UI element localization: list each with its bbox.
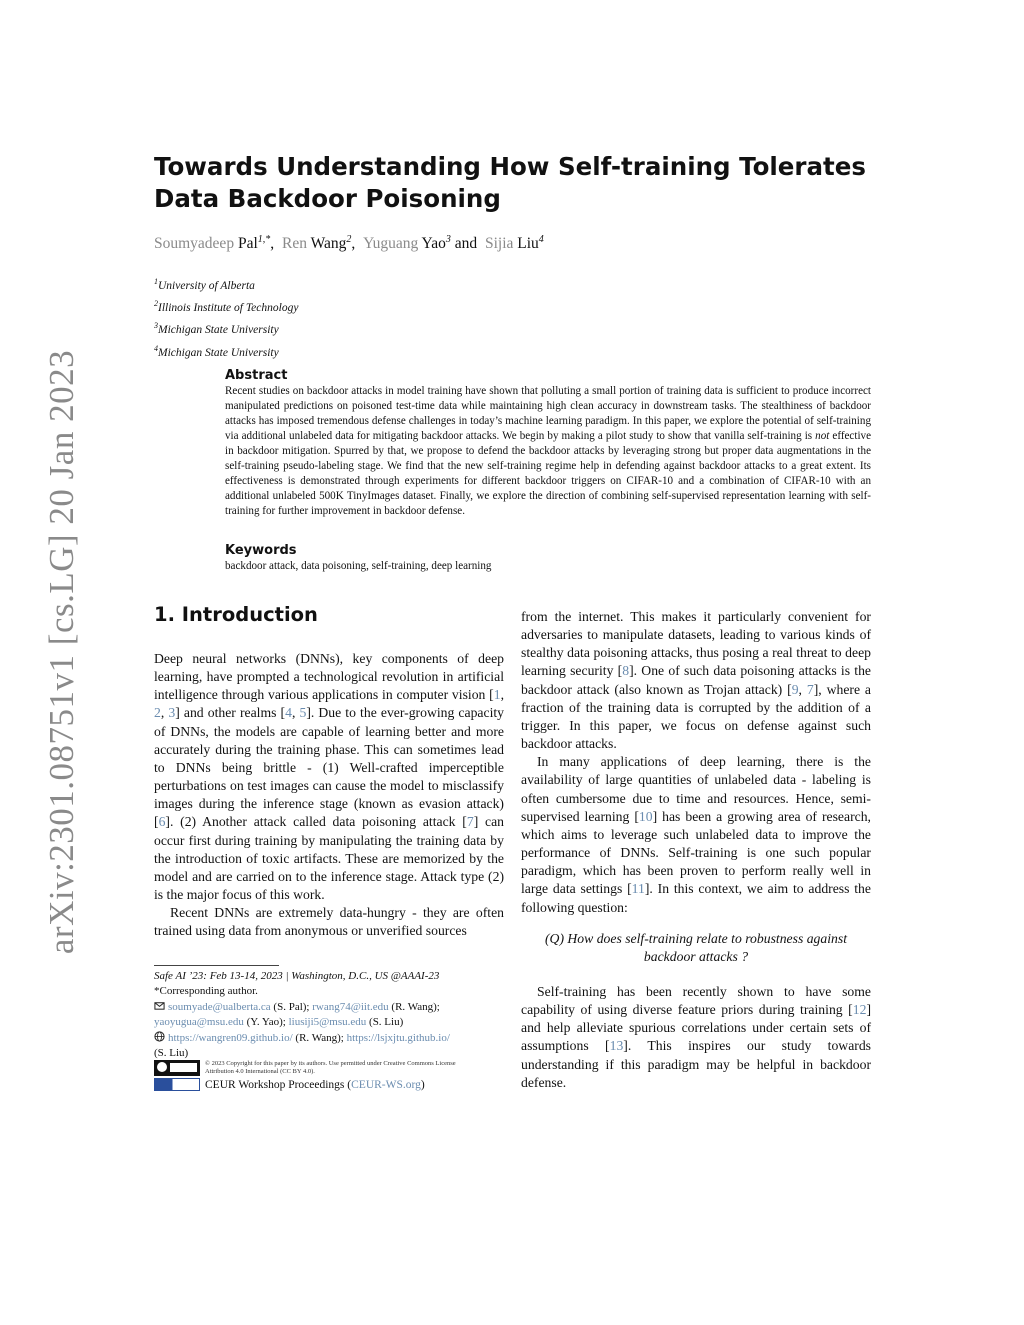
citation-link[interactable]: 3: [168, 705, 176, 721]
citation-link[interactable]: 7: [466, 814, 474, 830]
copyright-notice: © 2023 Copyright for this paper by its authors. Use permitted under Creative Commons License Attribution 4.0 International (CC BY 4.0).: [205, 1060, 456, 1075]
citation-link[interactable]: 1: [493, 687, 501, 703]
abstract-heading: Abstract: [225, 368, 288, 383]
keywords-heading: Keywords: [225, 543, 297, 558]
author-list: Soumyadeep Pal$^{1,*}$, Ren Wang$^2$, Yuguang Yao$^3$ and Sijia Liu$^4$: [154, 234, 544, 253]
author: Ren Wang$^2$: [282, 234, 352, 253]
citation-link[interactable]: 11: [631, 881, 645, 897]
affiliation: $^1$University of Alberta: [154, 277, 255, 292]
abstract-text: Recent studies on backdoor attacks in model training have shown that polluting a small portion of training data is sufficient to produce incorrect manipulated predictions on poisoned test-time data while maintaining high clean accuracy in downstream tasks. The stealthiness of backdoor attacks has imposed tremendous defense challenges in today’s machine learning paradigm. In this paper, we explore the potential of self-training via additional unlabeled data for mitigating backdoor attacks. We begin by making a pilot study to show that vanilla self-training is not effective in backdoor mitigation. Spurred by that, we propose to defend the backdoor attacks by leveraging strong but proper data augmentations in the self-training pseudo-labeling stage. We find that the new self-training regime help in defending against backdoor attacks to a great extent. Its effectiveness is demonstrated through experiments for different backdoor triggers on CIFAR-10 and a combination of CIFAR-10 with an additional unlabeled 500K TinyImages dataset. Finally, we explore the direction of combining self-supervised representation learning with self-training for further improvement in backdoor defense.: [225, 385, 871, 517]
citation-link[interactable]: 12: [852, 1002, 867, 1018]
citation-link[interactable]: 7: [806, 681, 814, 697]
paragraph: from the internet. This makes it particularly convenient for adversaries to manipulate datasets, leading to various kinds of stealthy data poisoning attacks, thus posing a real threat to deep learning security [8]. One of such data poisoning attacks is the backdoor attack (also known as Trojan attack) [9, 7], where a fraction of the training data is corrupted by the addition of a trigger. In this paper, we focus on defense against such backdoor attacks.: [521, 609, 872, 752]
cc-by-badge: [154, 1060, 200, 1076]
email-link[interactable]: rwang74@iit.edu: [312, 1000, 389, 1013]
corresponding-author-note: *Corresponding author.: [154, 985, 258, 998]
paragraph: Recent DNNs are extremely data-hungry - they are often trained using data from anonymous or unverified sources: [154, 905, 504, 939]
abstract-block: [225, 367, 871, 519]
paragraph: In many applications of deep learning, there is the availability of large quantities of unlabeled data - labeling is often cumbersome due to time and resources. Hence, semi-supervised learning [10] has been a growing area of research, which aims to leverage such unlabeled data to improve the performance of DNNs. Self-training is one such popular paradigm, which has been proven to perform really well in large data settings [11]. In this context, we aim to address the following question:: [521, 754, 871, 915]
citation-link[interactable]: 4: [285, 705, 292, 721]
keywords-text: backdoor attack, data poisoning, self-training, deep learning: [225, 560, 492, 572]
license-block: [154, 1060, 519, 1091]
ceur-logo: [154, 1078, 200, 1091]
citation-link[interactable]: 5: [299, 705, 307, 721]
ceur-proceedings: CEUR Workshop Proceedings (CEUR-WS.org): [205, 1078, 425, 1091]
email-link[interactable]: liusiji5@msu.edu: [288, 1016, 367, 1029]
citation-link[interactable]: 8: [622, 663, 630, 679]
footnote-rule: [154, 965, 279, 966]
citation-link[interactable]: 6: [158, 814, 166, 830]
citation-link[interactable]: 9: [791, 681, 799, 697]
homepage-link[interactable]: https://wangren09.github.io/: [168, 1031, 293, 1044]
email-link[interactable]: yaoyugua@msu.edu: [154, 1016, 244, 1029]
paragraph: Deep neural networks (DNNs), key components of deep learning, have prompted a technological revolution in artificial intelligence through various applications in computer vision [1, 2, 3] and other realms [4, 5]. Due to the ever-growing capacity of DNNs, the models are capable of learning better and more accurately during the training phase. This can sometimes lead to DNNs being brittle - (1) Well-crafted imperceptible perturbations on test images can cause the model to misclassify images during the inference stage (known as evasion attack) [6]. (2) Another attack called data poisoning attack [7] can occur first during training by manipulating the training data by the introduction of toxic artifacts. These are memorized by the model and are carried on to the inference stage. Attack type (2) is the major focus of this work.: [154, 651, 505, 903]
author: Yuguang Yao$^3$: [363, 234, 451, 253]
venue-line: Safe AI ’23: Feb 13-14, 2023 | Washington, D.C., US @AAAI-23: [154, 970, 440, 982]
left-column: [154, 600, 504, 941]
research-question: (Q) How does self-training relate to robustness against backdoor attacks ?: [545, 930, 847, 964]
ceur-link[interactable]: CEUR-WS.org: [351, 1078, 421, 1091]
affiliation: $^2$Illinois Institute of Technology: [154, 299, 299, 315]
right-column: [521, 608, 871, 1092]
citation-link[interactable]: 2: [154, 705, 161, 721]
keywords-block: [225, 542, 871, 574]
citation-link[interactable]: 10: [638, 808, 653, 824]
email-link[interactable]: soumyade@ualberta.ca: [168, 1000, 271, 1013]
affiliation: $^3$Michigan State University: [154, 321, 279, 337]
homepage-link[interactable]: https://lsjxjtu.github.io/: [346, 1031, 450, 1044]
author: Soumyadeep Pal$^{1,*}$: [154, 234, 271, 253]
footnotes: [154, 965, 514, 1061]
affiliation: $^4$Michigan State University: [154, 343, 279, 359]
paper-title: Towards Understanding How Self-training Tolerates Data Backdoor Poisoning: [154, 152, 866, 213]
email-line: soumyade@ualberta.ca (S. Pal); rwang74@iit.edu (R. Wang);: [154, 1000, 514, 1015]
paragraph: Self-training has been recently shown to have some capability of using diverse feature priors during training [12] and help alleviate spurious correlations under certain sets of assumptions [13]. This inspires our study towards understanding if this paradigm may be helpful in backdoor defense.: [521, 983, 871, 1090]
url-line-end: (S. Liu): [154, 1047, 189, 1060]
section-heading-introduction: 1. Introduction: [154, 603, 318, 626]
author: Sijia Liu$^4$: [484, 234, 544, 253]
affiliation-list: [154, 273, 298, 362]
envelope-icon: [154, 1000, 165, 1011]
email-line: yaoyugua@msu.edu (Y. Yao); liusiji5@msu.edu (S. Liu): [154, 1016, 404, 1029]
url-line: https://wangren09.github.io/ (R. Wang); https://lsjxjtu.github.io/: [154, 1031, 514, 1046]
arxiv-identifier: arXiv:2301.08751v1 [cs.LG] 20 Jan 2023: [42, 349, 81, 955]
citation-link[interactable]: 13: [609, 1038, 624, 1054]
globe-icon: [154, 1031, 165, 1042]
